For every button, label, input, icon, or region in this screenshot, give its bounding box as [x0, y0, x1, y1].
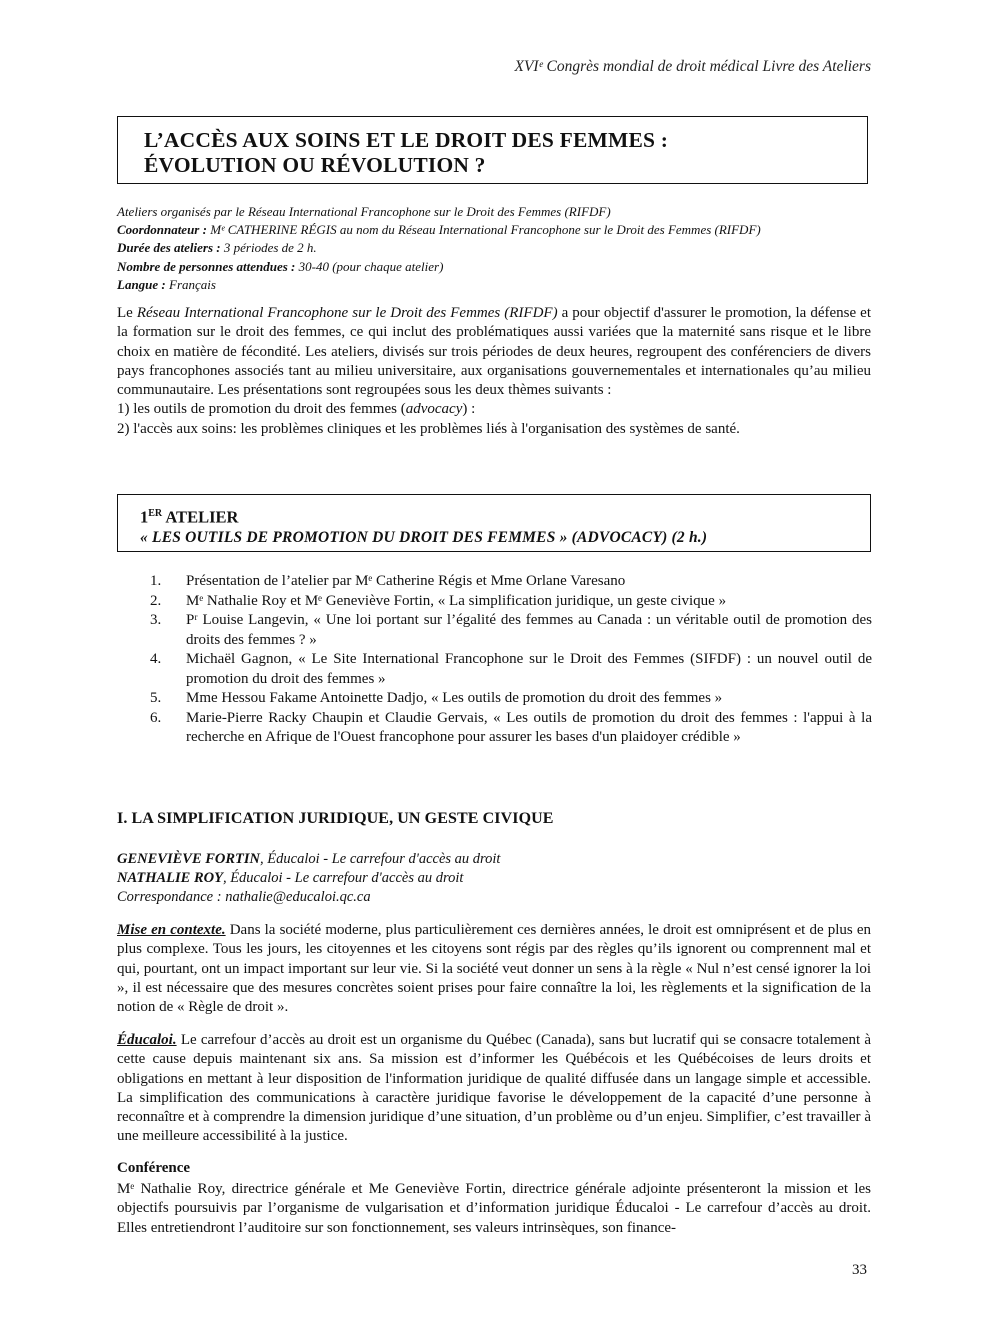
intro-text [117, 304, 871, 400]
list-item-number: 5. [150, 690, 162, 706]
conference-heading: Conférence [117, 1160, 191, 1176]
intro-theme1-term: advocacy [405, 401, 463, 418]
list-item [150, 709, 872, 748]
authors-block [117, 850, 500, 908]
paragraph-body: Le carrefour d’accès au droit est un organisme du Québec (Canada), sans but lucratif qui se consacre totalement à cette cause depuis maintenant six ans. Sa mission est d’informer les Québécois et les Québécoises de leurs droits et obligations en mettant à leur disposition de l'information juridique de qualité diffusée dans un langage simple et accessible. La simplification des communications à caractère juridique favorise le développement de la capacité d’une personne à reconnaître et à comprendre la dimension juridique d’une situation, d’un problème ou d’un enjeu. Simplifier, c’est travailler à une meilleure accessibilité à la justice. [117, 1032, 871, 1145]
program-list [150, 572, 872, 748]
list-item-number: 6. [150, 709, 162, 726]
intro-theme-2: 2) l'accès aux soins: les problèmes cliniques et les problèmes liés à l'organisation des systèmes de santé. [117, 420, 740, 437]
title-line-2: ÉVOLUTION OU RÉVOLUTION ? [144, 153, 486, 177]
paragraph-educaloi [117, 1031, 871, 1147]
intro-theme1a: 1) les outils de promotion du droit des femmes ( [117, 401, 406, 418]
meta-coordinator-label: Coordonnateur : [117, 222, 211, 238]
intro-org-name: Réseau International Francophone sur le Droit des Femmes (RIFDF) [136, 305, 558, 321]
meta-language-label: Langue : [117, 276, 169, 292]
list-item-text: Présentation de l’atelier par Mᵉ Catherine Régis et Mme Orlane Varesano [186, 573, 626, 589]
author-affiliation: , Éducaloi - Le carrefour d'accès au droit [222, 870, 464, 887]
meta-duration-value: 3 périodes de 2 h. [223, 240, 317, 256]
title-box [117, 116, 868, 184]
list-item [150, 611, 872, 650]
meta-attendees-label: Nombre de personnes attendues : [117, 258, 299, 274]
list-item [150, 572, 872, 592]
list-item-text: Pʳ Louise Langevin, « Une loi portant sur l’égalité des femmes au Canada : un véritable outil de promotion des droits des femmes ? » [186, 612, 872, 648]
meta-language [117, 276, 872, 294]
list-item [150, 592, 872, 612]
list-item-text: Michaël Gagnon, « Le Site International Francophone sur le Droit des Femmes (SIFDF) : un nouvel outil de promotion du droit des femmes » [186, 651, 872, 687]
list-item-text: Marie-Pierre Racky Chaupin et Claudie Gervais, « Les outils de promotion du droit des femmes : l'appui à la recherche en Afrique de l'Ouest francophone pour assurer les bases d'un plaidoyer crédible » [186, 709, 872, 745]
list-item-number: 2. [150, 592, 162, 609]
correspondence: Correspondance : nathalie@educaloi.qc.ca [117, 889, 371, 906]
atelier-title [140, 504, 870, 528]
intro-part2: a pour objectif d'assurer le promotion, la défense et la formation sur le droit des femmes, ce qui inclut des problématiques aussi variées que la maternité sans risque et le libre choix en matière de fécondité. Les ateliers, divisés sur trois périodes de deux heures, regroupent des conférenciers de divers pays francophones associés tant au milieu universitaire, aux organisations gouvernementales et internationales qu’au milieu communautaire. Les présentations sont regroupées sous les deux thèmes suivants : [117, 305, 871, 399]
page-number: 33 [852, 1262, 867, 1278]
intro-theme1b: ) : [462, 401, 476, 418]
meta-duration-label: Durée des ateliers : [117, 240, 224, 256]
list-item [150, 650, 872, 689]
author-line [117, 869, 500, 888]
author-name: GENEVIÈVE FORTIN [117, 851, 261, 867]
meta-coordinator-value: Mᵉ CATHERINE RÉGIS au nom du Réseau International Francophone sur le Droit des Femmes (RIFDF) [210, 222, 761, 238]
author-name: NATHALIE ROY [117, 870, 223, 887]
atelier-number: 1 [140, 507, 149, 527]
list-item-text: Mme Hessou Fakame Antoinette Dadjo, « Les outils de promotion du droit des femmes » [186, 690, 723, 706]
title-line-1: L’ACCÈS AUX SOINS ET LE DROIT DES FEMMES : [144, 128, 669, 152]
meta-language-value: Français [169, 276, 216, 292]
list-item-number: 1. [150, 573, 162, 589]
list-item [150, 689, 872, 709]
paragraph-lead: Mise en contexte. [117, 922, 226, 938]
paragraph-mise-en-contexte [117, 921, 871, 1017]
meta-duration [117, 239, 872, 257]
section-heading: I. LA SIMPLIFICATION JURIDIQUE, UN GESTE CIVIQUE [117, 810, 554, 827]
meta-attendees [117, 258, 872, 276]
atelier-word: ATELIER [162, 507, 239, 527]
paragraph-conference: Mᵉ Nathalie Roy, directrice générale et Me Geneviève Fortin, directrice générale adjointe présenteront la mission et les objectifs poursuivis par l’organisme de vulgarisation et d’information juridique Éducaloi - Le carrefour d’accès au droit. Elles entretiendront l’auditoire sur son fonctionnement, ses valeurs intrinsèques, son finance- [117, 1181, 871, 1236]
list-item-number: 3. [150, 612, 162, 628]
list-item-text: Mᵉ Nathalie Roy et Mᵉ Geneviève Fortin, « La simplification juridique, un geste civique » [186, 592, 727, 609]
list-item-number: 4. [150, 651, 162, 667]
workshop-meta [117, 203, 872, 294]
atelier-subtitle: « LES OUTILS DE PROMOTION DU DROIT DES FEMMES » (ADVOCACY) (2 h.) [140, 528, 708, 546]
meta-attendees-value: 30-40 (pour chaque atelier) [298, 258, 444, 274]
paragraph-body: Dans la société moderne, plus particulièrement ces dernières années, le droit est omniprésent et de plus en plus complexe. Tous les jours, les citoyennes et les citoyens sont régis par des règles qu’ils ignorent ou comprennent mal et qui, pourtant, ont un impact important sur leur vie. Si la société veut donner un sens à la règle « Nul n’est censé ignorer la loi », il est nécessaire que des mesures concrètes soient prises pour faire connaître la loi, les règlements et la signification de la notion de « Règle de droit ». [117, 922, 871, 1016]
atelier-box [117, 494, 871, 552]
meta-organized: Ateliers organisés par le Réseau International Francophone sur le Droit des Femmes (RIFDF) [117, 204, 611, 219]
meta-coordinator [117, 221, 872, 239]
intro-theme-1 [117, 400, 871, 419]
paragraph-lead: Éducaloi. [117, 1032, 177, 1048]
author-affiliation: , Éducaloi - Le carrefour d'accès au droit [260, 851, 501, 867]
atelier-number-sup: ER [148, 508, 163, 519]
author-line [117, 850, 500, 869]
running-header: XVIᵉ Congrès mondial de droit médical Livre des Ateliers [514, 58, 871, 75]
intro-paragraph [117, 304, 871, 439]
intro-part1: Le [117, 305, 137, 321]
